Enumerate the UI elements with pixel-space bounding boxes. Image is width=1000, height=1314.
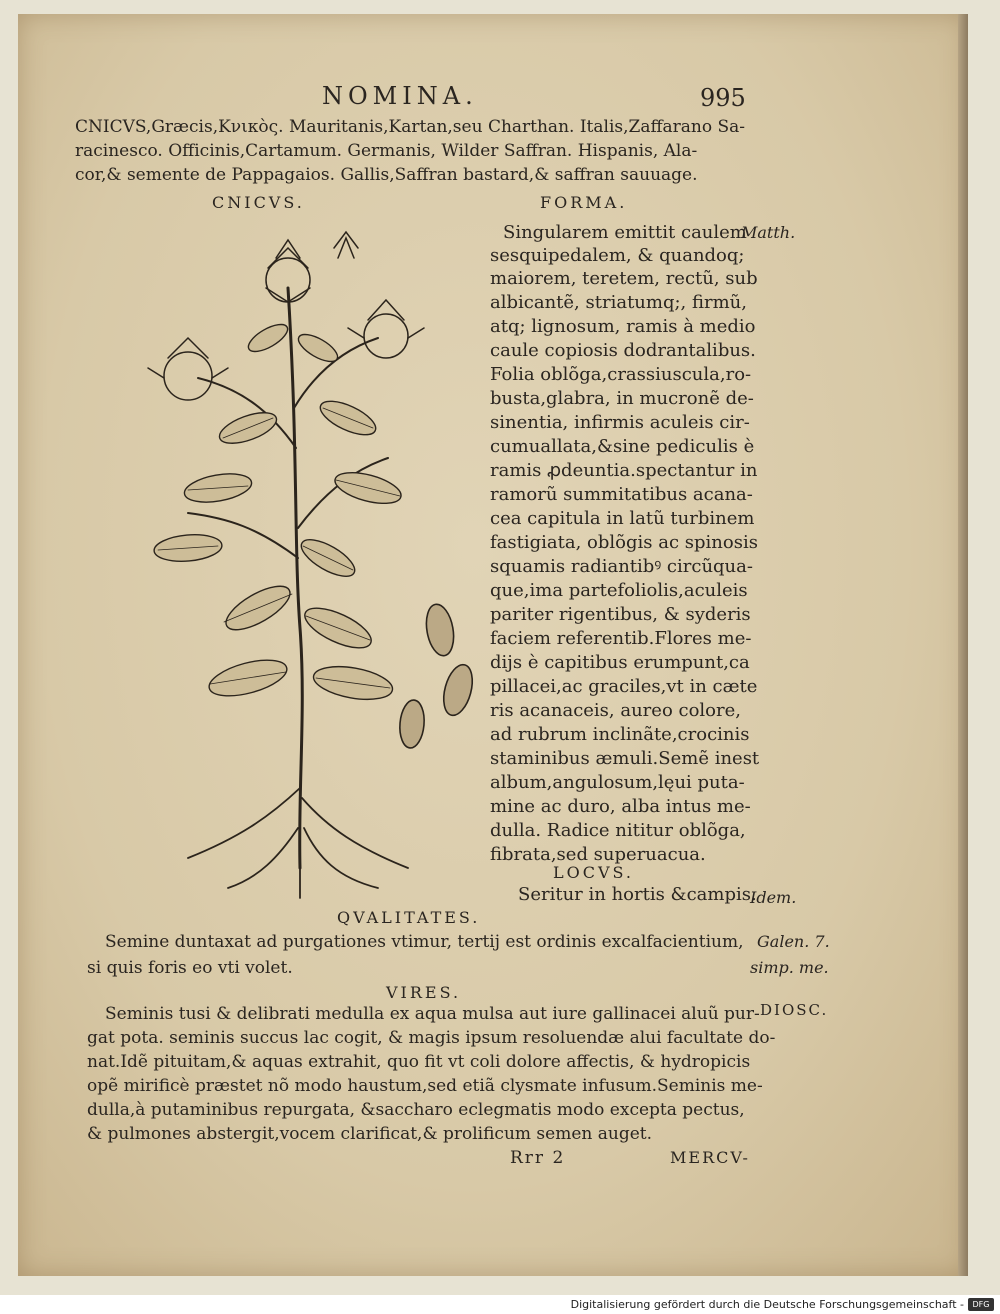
digitization-notice: Digitalisierung gefördert durch die Deutsche Forschungsgemeinschaft - (570, 1298, 964, 1311)
signature-mark: Rrr 2 (510, 1148, 566, 1168)
locus-text: Seritur in hortis &campis. (518, 884, 757, 905)
forma-line: Folia oblõga,crassiuscula,ro- (490, 364, 752, 385)
forma-line: caule copiosis dodrantalibus. (490, 340, 756, 361)
nomina-line-2: racinesco. Officinis,Cartamum. Germanis, Wilder Saffran. Hispanis, Ala- (75, 141, 698, 161)
forma-line: pillacei,ac graciles,vt in cæte (490, 676, 758, 697)
forma-line: sesquipedalem, & quandoq; (490, 245, 745, 266)
forma-line: ris acanaceis, aureo colore, (490, 700, 741, 721)
forma-heading: FORMA. (540, 193, 628, 212)
forma-margin-note: Matth. (741, 223, 796, 242)
forma-line: dijs è capitibus erumpunt,ca (490, 652, 750, 673)
locus-heading: LOCVS. (553, 863, 635, 882)
forma-line: squamis radiantibꝰ circũqua- (490, 556, 753, 577)
page-edge (958, 14, 968, 1276)
forma-line: albicantẽ, striatumq;, firmũ, (490, 292, 747, 313)
vires-line: opẽ mirificè præstet nõ modo haustum,sed etiã clysmate infusum.Seminis me- (87, 1076, 763, 1096)
figure-caption: CNICVS. (212, 193, 305, 212)
forma-line: que,ima partefoliolis,aculeis (490, 580, 748, 601)
page-number: 995 (700, 84, 746, 112)
vires-line: gat pota. seminis succus lac cogit, & magis ipsum resoluendæ alui facultate do- (87, 1028, 776, 1048)
vires-margin-note: DIOSC. (760, 1001, 829, 1019)
qualitates-line-2: si quis foris eo vti volet. (87, 958, 293, 978)
locus-margin-note: Idem. (750, 888, 797, 907)
forma-line: dulla. Radice nititur oblõga, (490, 820, 746, 841)
forma-line: atq; lignosum, ramis à medio (490, 316, 756, 337)
forma-line: mine ac duro, alba intus me- (490, 796, 751, 817)
forma-line: Singularem emittit caulem (503, 222, 747, 243)
forma-line: ad rubrum inclinãte,crocinis (490, 724, 750, 745)
forma-line: maiorem, teretem, rectũ, sub (490, 268, 758, 289)
forma-line: fibrata,sed superuacua. (490, 844, 706, 865)
nomina-line-1: CNICVS,Græcis,Κνικὸς. Mauritanis,Kartan,seu Charthan. Italis,Zaffarano Sa- (75, 117, 746, 137)
nomina-line-3: cor,& semente de Pappagaios. Gallis,Saffran bastard,& saffran sauuage. (75, 165, 698, 185)
vires-line: nat.Idẽ pituitam,& aquas extrahit, quo fit vt coli dolore affectis, & hydropicis (87, 1052, 751, 1072)
forma-line: ramis ꝓdeuntia.spectantur in (490, 460, 758, 481)
catchword: MERCV- (670, 1148, 750, 1167)
page-title: NOMINA. (322, 82, 478, 110)
digitization-footer (0, 1295, 1000, 1314)
qualitates-line-1: Semine duntaxat ad purgationes vtimur, tertij est ordinis excalfacientium, (105, 932, 744, 952)
forma-line: album,angulosum,lęui puta- (490, 772, 745, 793)
forma-line: sinentia, infirmis aculeis cir- (490, 412, 750, 433)
forma-line: fastigiata, oblõgis ac spinosis (490, 532, 758, 553)
forma-line: cumuallata,&sine pediculis è (490, 436, 755, 457)
forma-line: ramorũ summitatibus acana- (490, 484, 753, 505)
forma-line: pariter rigentibus, & syderis (490, 604, 751, 625)
vires-heading: VIRES. (386, 983, 462, 1002)
forma-line: busta,glabra, in mucronẽ de- (490, 388, 754, 409)
qualitates-margin-note-2: simp. me. (750, 958, 829, 977)
vires-line: dulla,à putaminibus repurgata, &saccharo eclegmatis modo excepta pectus, (87, 1100, 745, 1120)
vires-line: Seminis tusi & delibrati medulla ex aqua mulsa aut iure gallinacei aluũ pur- (105, 1004, 760, 1024)
qualitates-heading: QVALITATES. (337, 908, 481, 927)
forma-line: staminibus æmuli.Semẽ inest (490, 748, 760, 769)
dfg-logo: DFG (968, 1298, 994, 1311)
vires-line: & pulmones abstergit,vocem clarificat,& prolificum semen auget. (87, 1124, 653, 1144)
forma-line: cea capitula in latũ turbinem (490, 508, 755, 529)
cnicus-woodcut-illustration (128, 228, 478, 908)
forma-line: faciem referentib.Flores me- (490, 628, 752, 649)
qualitates-margin-note-1: Galen. 7. (757, 932, 830, 951)
